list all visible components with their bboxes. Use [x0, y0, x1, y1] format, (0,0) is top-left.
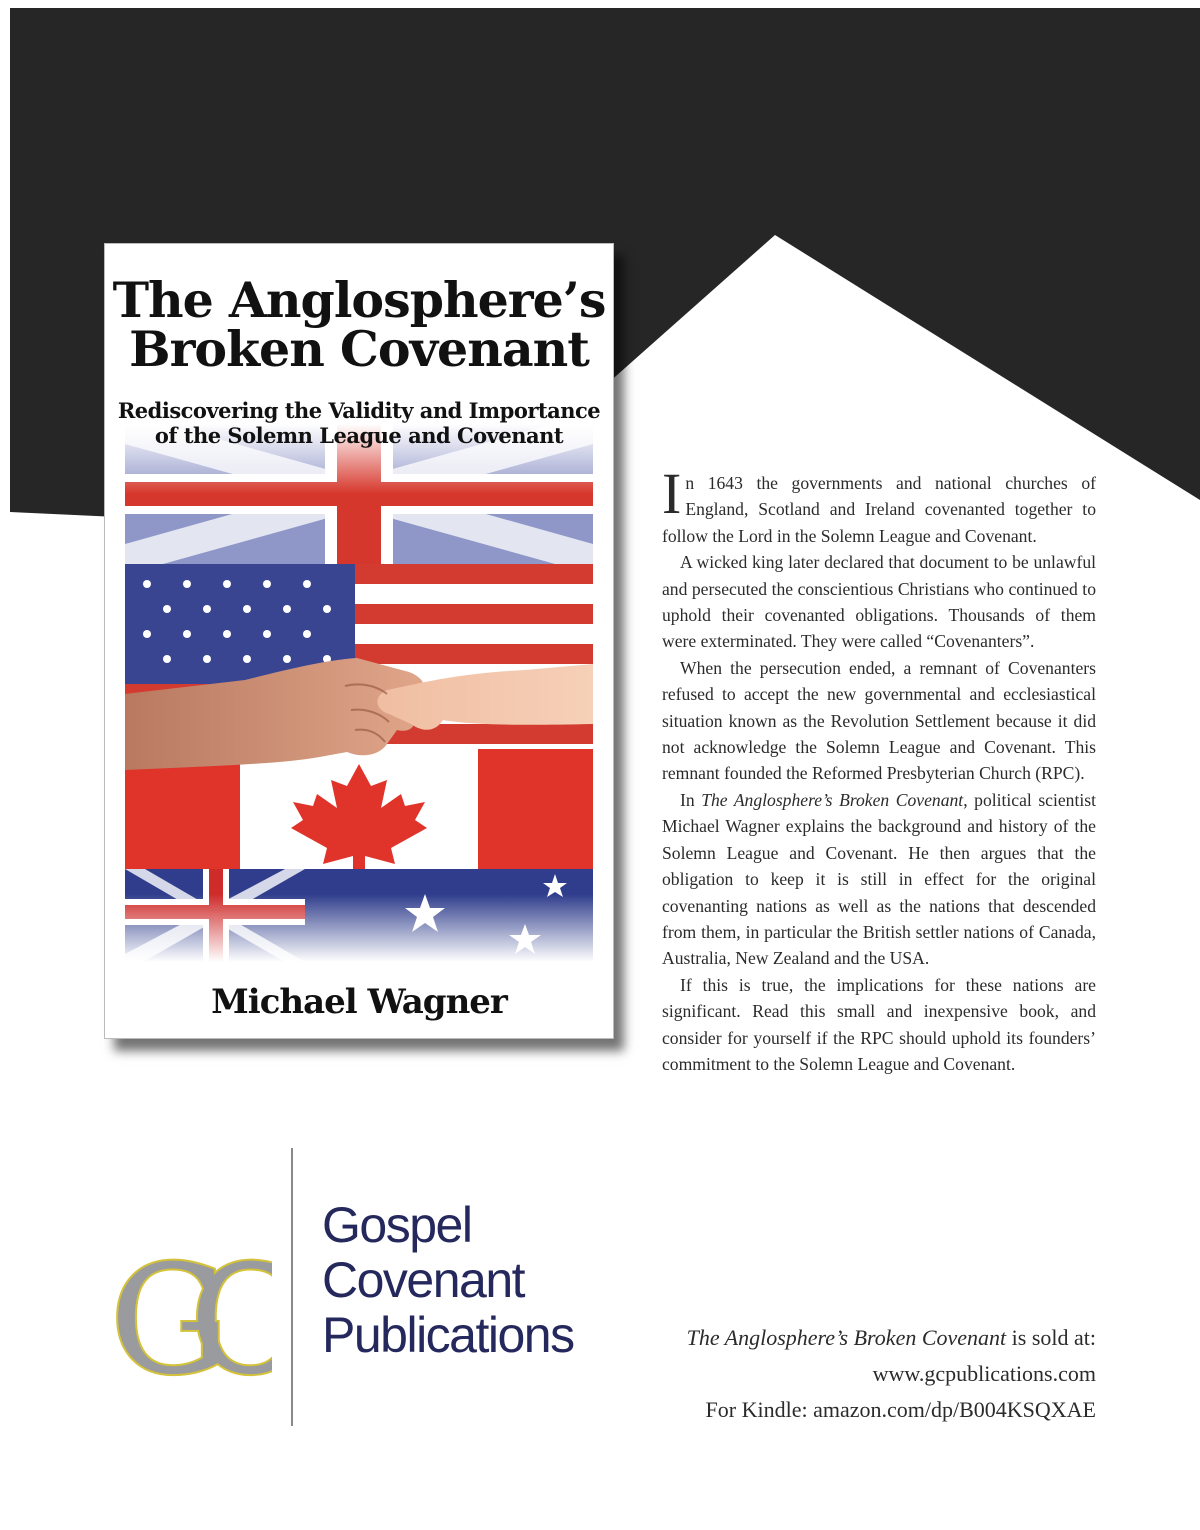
- publisher-name: [322, 1198, 574, 1363]
- paragraph-4-book-title: The Anglosphere’s Broken Covenant: [701, 789, 964, 810]
- paragraph-5: If this is true, the implications for these nations are significant. Read this small and inexpensive book, and consider for yourself if the RPC should uphold its founders’ commitment to the Solemn League and Covenant.: [662, 974, 1096, 1074]
- paragraph-1-text: n 1643 the governments and national churches of England, Scotland and Ireland covenanted together to follow the Lord in the Solemn League and Covenant.: [662, 473, 1096, 546]
- purchase-info: [560, 1320, 1096, 1428]
- cover-subtitle-line-1: Rediscovering the Validity and Importance: [117, 398, 601, 423]
- gc-publisher-logo: [102, 1172, 272, 1434]
- paragraph-4-text: , political scientist Michael Wagner explains the background and history of the Solemn League and Covenant. He then argues that the obligation to keep it is still in effect for the original covenanting nations as well as the nations that descended from them, in particular the British settler nations of Canada, Australia, New Zealand and the USA.: [662, 789, 1096, 969]
- paragraph-4: [662, 787, 1096, 972]
- kindle-link[interactable]: For Kindle: amazon.com/dp/B004KSQXAE: [705, 1397, 1096, 1422]
- website-link[interactable]: www.gcpublications.com: [872, 1361, 1096, 1386]
- sold-at-line: [560, 1320, 1096, 1356]
- paragraph-1: [662, 461, 1096, 549]
- logo-letters: GC: [109, 1234, 265, 1408]
- sold-book-title: The Anglosphere’s Broken Covenant: [686, 1325, 1007, 1350]
- publisher-name-line-3: Publications: [322, 1307, 574, 1363]
- cover-subtitle: [105, 398, 613, 448]
- paragraph-2: A wicked king later declared that document to be unlawful and persecuted the conscientious Christians who continued to uphold their covenanted obligations. Thousands of them were exterminated. They were called “Covenanters”.: [662, 552, 1096, 652]
- cover-title: [105, 271, 613, 378]
- cover-subtitle-line-2: of the Solemn League and Covenant: [154, 423, 564, 448]
- book-cover: [104, 243, 614, 1039]
- cover-title-line-2: Broken Covenant: [129, 320, 589, 378]
- cover-title-line-1: The Anglosphere’s: [112, 271, 606, 329]
- sold-at-text: is sold at:: [1006, 1325, 1096, 1350]
- flags-handshake-illustration: [125, 424, 593, 962]
- paragraph-4-lead: In: [680, 789, 695, 810]
- publisher-name-line-1: Gospel: [322, 1197, 472, 1253]
- paragraph-3: When the persecution ended, a remnant of Covenanters refused to accept the new governmental and ecclesiastical situation known as the Revolution Settlement because it did not acknowledge the Solemn League and Covenant. This remnant founded the Reformed Presbyterian Church (RPC).: [662, 657, 1096, 784]
- drop-cap: I: [662, 461, 682, 526]
- book-description: [662, 461, 1096, 1077]
- publisher-name-line-2: Covenant: [322, 1252, 525, 1308]
- cover-author: Michael Wagner: [211, 982, 507, 1022]
- logo-divider: [291, 1148, 293, 1426]
